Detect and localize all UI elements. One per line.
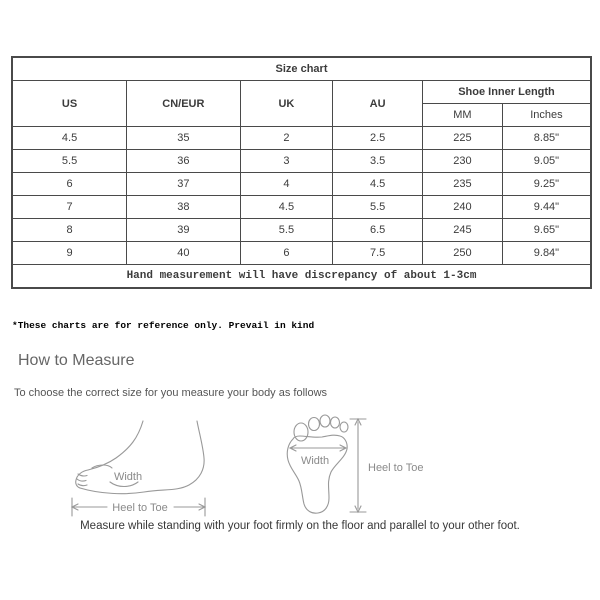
cell-au: 3.5 xyxy=(333,150,423,173)
side-width-label: Width xyxy=(113,471,143,483)
cell-uk: 4.5 xyxy=(240,196,333,219)
table-row xyxy=(12,242,591,265)
cell-mm: 240 xyxy=(422,196,502,219)
table-row xyxy=(12,196,591,219)
cell-us: 7 xyxy=(12,196,127,219)
cell-cn-eur: 37 xyxy=(127,173,240,196)
cell-inches: 9.65" xyxy=(502,219,591,242)
table-title-row xyxy=(12,57,591,81)
cell-mm: 225 xyxy=(422,127,502,150)
cell-inches: 9.05" xyxy=(502,150,591,173)
cell-au: 5.5 xyxy=(333,196,423,219)
cell-uk: 6 xyxy=(240,242,333,265)
reference-note: *These charts are for reference only. Prevail in kind xyxy=(12,320,315,331)
column-header-inner-length: Shoe Inner Length xyxy=(422,81,591,104)
sole-width-label: Width xyxy=(300,455,330,467)
cell-au: 7.5 xyxy=(333,242,423,265)
sole-heel-to-toe-arrow xyxy=(350,419,366,512)
cell-cn-eur: 40 xyxy=(127,242,240,265)
cell-uk: 2 xyxy=(240,127,333,150)
cell-cn-eur: 39 xyxy=(127,219,240,242)
table-row xyxy=(12,173,591,196)
column-header-cn-eur: CN/EUR xyxy=(127,81,240,127)
side-heel-to-toe-label: Heel to Toe xyxy=(112,502,168,514)
cell-us: 9 xyxy=(12,242,127,265)
cell-cn-eur: 35 xyxy=(127,127,240,150)
cell-us: 4.5 xyxy=(12,127,127,150)
how-to-measure-heading: How to Measure xyxy=(18,352,135,369)
cell-uk: 3 xyxy=(240,150,333,173)
foot-measure-diagram xyxy=(62,406,442,521)
column-header-au: AU xyxy=(333,81,423,127)
cell-mm: 245 xyxy=(422,219,502,242)
cell-inches: 9.25" xyxy=(502,173,591,196)
cell-au: 2.5 xyxy=(333,127,423,150)
cell-mm: 230 xyxy=(422,150,502,173)
sole-width-arrow xyxy=(290,445,346,451)
table-row xyxy=(12,150,591,173)
measure-caption: Measure while standing with your foot firmly on the floor and parallel to your other foot. xyxy=(80,520,520,532)
table-header-row xyxy=(12,81,591,104)
cell-au: 6.5 xyxy=(333,219,423,242)
column-header-uk: UK xyxy=(240,81,333,127)
cell-cn-eur: 38 xyxy=(127,196,240,219)
subheader-inches: Inches xyxy=(502,104,591,127)
cell-us: 5.5 xyxy=(12,150,127,173)
column-header-us: US xyxy=(12,81,127,127)
cell-au: 4.5 xyxy=(333,173,423,196)
size-chart-table xyxy=(11,56,592,289)
cell-mm: 250 xyxy=(422,242,502,265)
cell-mm: 235 xyxy=(422,173,502,196)
cell-cn-eur: 36 xyxy=(127,150,240,173)
how-to-measure-intro: To choose the correct size for you measure your body as follows xyxy=(14,387,328,399)
sole-heel-to-toe-label: Heel to Toe xyxy=(368,462,424,474)
cell-inches: 8.85" xyxy=(502,127,591,150)
cell-us: 8 xyxy=(12,219,127,242)
subheader-mm: MM xyxy=(422,104,502,127)
cell-us: 6 xyxy=(12,173,127,196)
table-footnote: Hand measurement will have discrepancy of about 1-3cm xyxy=(12,265,591,289)
table-footnote-row xyxy=(12,265,591,289)
table-row xyxy=(12,219,591,242)
cell-uk: 4 xyxy=(240,173,333,196)
cell-inches: 9.84" xyxy=(502,242,591,265)
table-title: Size chart xyxy=(12,57,591,81)
cell-inches: 9.44" xyxy=(502,196,591,219)
cell-uk: 5.5 xyxy=(240,219,333,242)
table-row xyxy=(12,127,591,150)
